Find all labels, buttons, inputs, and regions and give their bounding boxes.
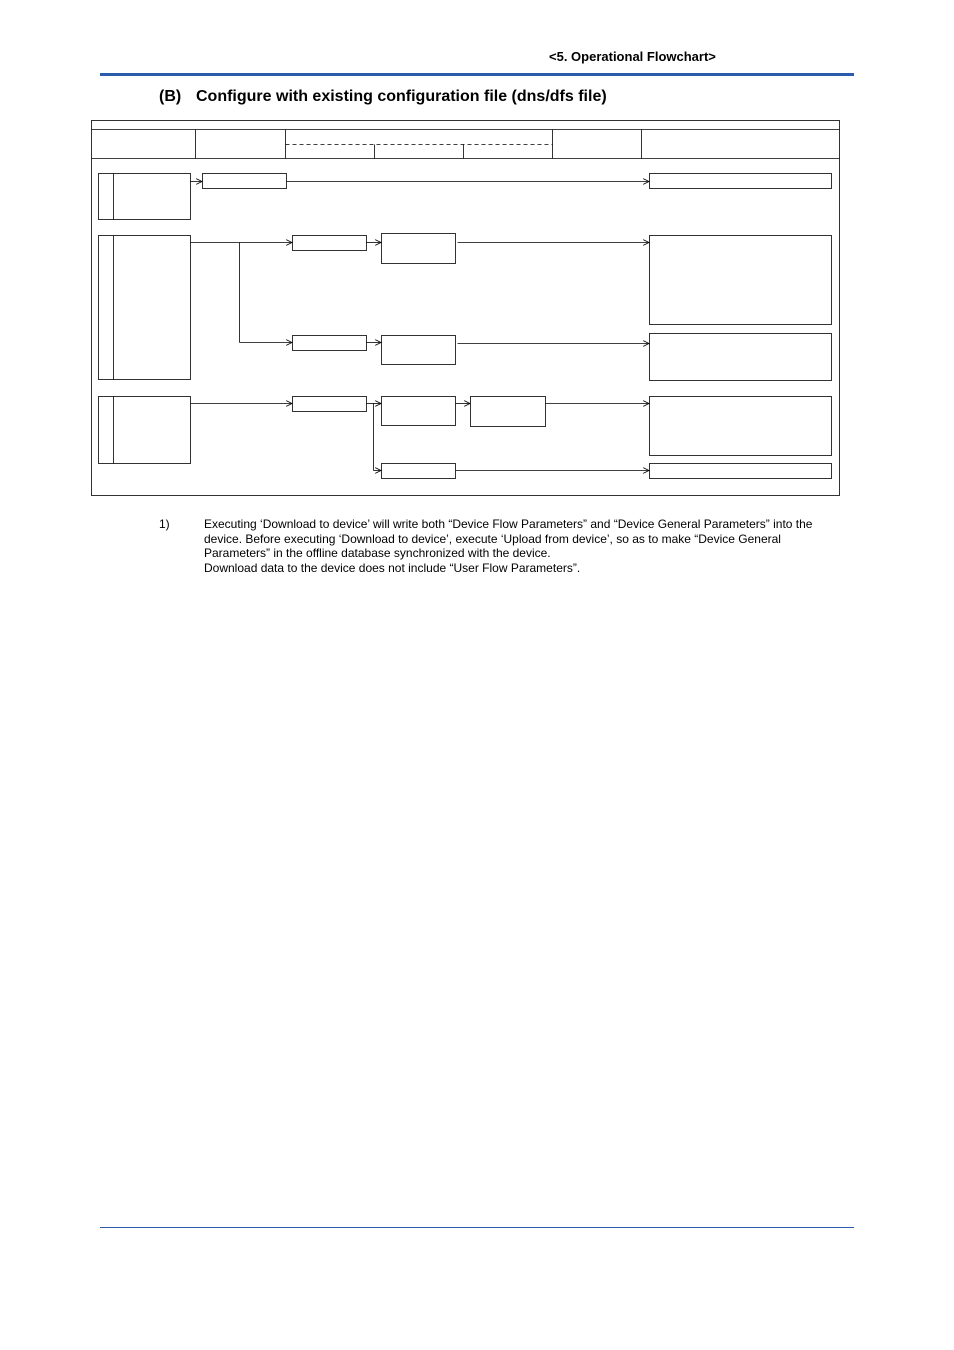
- row1-start-block: [99, 174, 191, 220]
- flowchart-diagram: [0, 0, 954, 520]
- chapter-header: <5. Operational Flowchart>: [549, 49, 716, 64]
- row2-start-block: [99, 236, 191, 380]
- diagram-frame: [92, 121, 840, 496]
- row3b-action-box: [382, 464, 456, 479]
- footnote-text: [204, 517, 824, 575]
- row2a-result-box: [650, 236, 832, 325]
- footnote-paragraph: Download data to the device does not include “User Flow Parameters”.: [204, 560, 581, 575]
- row2b-step-box: [293, 336, 367, 351]
- row1-step-box: [203, 174, 287, 189]
- row1-result-box: [650, 174, 832, 189]
- row2a-step-box: [293, 236, 367, 251]
- row3-start-block: [99, 397, 191, 464]
- section-label: (B): [159, 88, 182, 105]
- row2b-result-box: [650, 334, 832, 381]
- section-title-text: Configure with existing configuration file (dns/dfs file): [196, 88, 607, 105]
- row3a-action-box: [382, 397, 456, 426]
- footnote-paragraph: Executing ‘Download to device’ will write both “Device Flow Parameters” and “Device General Parameters” into the device. Before executing ‘Download to device’, execute ‘Upload from device’, so as to make “Device General Parameters” in the offline database synchronized with the device.: [204, 517, 813, 560]
- row3a-action-box-2: [471, 397, 546, 427]
- footnote-number: 1): [159, 517, 170, 531]
- footer-rule: [100, 1227, 854, 1228]
- row2b-action-box: [382, 336, 456, 365]
- row3a-result-box: [650, 397, 832, 456]
- row2a-action-box: [382, 234, 456, 264]
- row3b-result-box: [650, 464, 832, 479]
- row3-step-box: [293, 397, 367, 412]
